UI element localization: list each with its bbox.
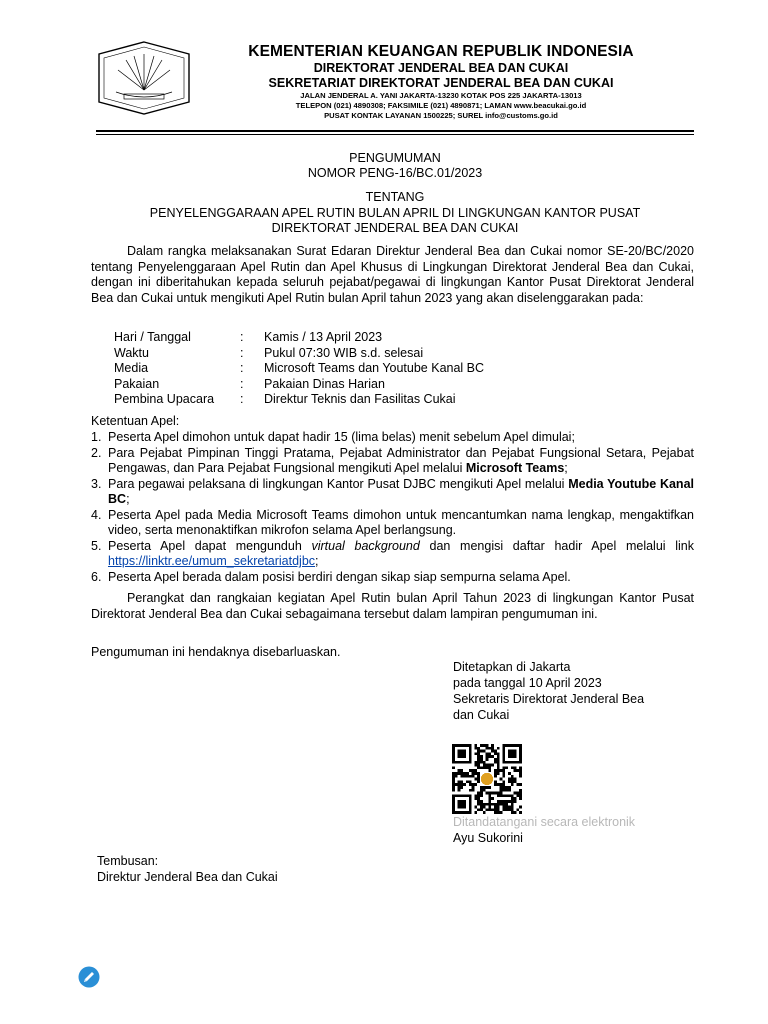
about-label: TENTANG — [365, 190, 425, 204]
ministry-emblem-icon — [96, 40, 192, 116]
list-number: 4. — [91, 507, 102, 522]
detail-colon: : — [240, 330, 244, 344]
detail-row — [114, 377, 484, 393]
list-number: 2. — [91, 445, 102, 460]
list-number: 5. — [91, 538, 102, 553]
qr-code-icon — [452, 744, 522, 814]
list-number: 3. — [91, 476, 102, 491]
list-item — [91, 477, 694, 508]
subject-line-2: DIREKTORAT JENDERAL BEA DAN CUKAI — [271, 221, 519, 235]
rules-list — [91, 430, 694, 585]
detail-colon: : — [240, 361, 244, 375]
ministry-name: KEMENTERIAN KEUANGAN REPUBLIK INDONESIA — [248, 43, 634, 60]
detail-row — [114, 361, 484, 377]
event-details — [114, 330, 484, 408]
electronic-signature-note: Ditandatangani secara elektronik — [453, 815, 636, 829]
contact-line: TELEPON (021) 4890308; FAKSIMILE (021) 4890871; LAMAN www.beacukai.go.id — [295, 101, 587, 110]
list-item — [91, 570, 694, 586]
signature-date: pada tanggal 10 April 2023 — [453, 676, 602, 690]
cc-label: Tembusan: — [97, 854, 159, 868]
list-text: Peserta Apel berada dalam posisi berdiri dengan sikap siap sempurna selama Apel. — [108, 569, 571, 584]
list-text-end: ; — [315, 554, 319, 568]
detail-value: Microsoft Teams dan Youtube Kanal BC — [264, 361, 485, 375]
list-number: 6. — [91, 569, 102, 584]
pen-badge-icon[interactable] — [78, 966, 100, 988]
list-text-mid: dan mengisi daftar hadir Apel melalui link — [419, 538, 694, 553]
list-text: Peserta Apel dimohon untuk dapat hadir 15 (lima belas) menit sebelum Apel dimulai; — [108, 430, 575, 444]
list-text-italic: virtual background — [311, 538, 420, 553]
detail-label: Media — [114, 361, 149, 375]
detail-label: Waktu — [114, 345, 149, 360]
list-text: Para pegawai pelaksana di lingkungan Kantor Pusat DJBC mengikuti Apel melalui — [108, 476, 569, 491]
signatory-name: Ayu Sukorini — [453, 831, 523, 845]
rules-heading: Ketentuan Apel: — [91, 414, 180, 428]
detail-row — [114, 392, 484, 408]
detail-value: Direktur Teknis dan Fasilitas Cukai — [264, 392, 456, 406]
attendance-link[interactable]: https://linktr.ee/umum_sekretariatdjbc — [108, 554, 316, 568]
detail-label: Pakaian — [114, 376, 160, 391]
service-line: PUSAT KONTAK LAYANAN 1500225; SUREL info@customs.go.id — [324, 111, 558, 120]
detail-label: Hari / Tanggal — [114, 330, 191, 344]
list-text-bold: Microsoft Teams — [465, 461, 565, 475]
subject-line-1: PENYELENGGARAAN APEL RUTIN BULAN APRIL DI LINGKUNGAN KANTOR PUSAT — [149, 206, 641, 220]
list-text: Peserta Apel dapat mengunduh — [108, 538, 312, 553]
signature-place: Ditetapkan di Jakarta — [453, 660, 571, 674]
detail-row — [114, 346, 484, 362]
list-text-container — [108, 477, 694, 508]
signature-position-1: Sekretaris Direktorat Jenderal Bea — [453, 692, 645, 706]
directorate-name: DIREKTORAT JENDERAL BEA DAN CUKAI — [313, 61, 569, 75]
list-text-container — [108, 539, 694, 570]
detail-value: Kamis / 13 April 2023 — [264, 330, 383, 344]
list-item — [91, 539, 694, 570]
intro-paragraph: Dalam rangka melaksanakan Surat Edaran Direktur Jenderal Bea dan Cukai nomor SE-20/BC/2020 tentang Penyelenggaraan Apel Rutin dan Apel Khusus di Lingkungan Direktorat Jenderal Bea dan Cukai, dengan ini diberitahukan kepada seluruh pejabat/pegawai di lingkungan Kantor Pusat Direktorat Jenderal Bea dan Cukai untuk mengikuti Apel Rutin bulan April tahun 2023 yang akan diselenggarakan pada: — [91, 244, 694, 305]
detail-row — [114, 330, 484, 346]
cc-recipient: Direktur Jenderal Bea dan Cukai — [97, 870, 278, 884]
list-text: Peserta Apel pada Media Microsoft Teams dimohon untuk mencantumkan nama lengkap, mengaktifkan video, serta menonaktifkan mikrofon selama Apel berlangsung. — [108, 507, 694, 537]
letterhead — [196, 42, 686, 121]
closing-paragraph: Perangkat dan rangkaian kegiatan Apel Rutin bulan April Tahun 2023 di lingkungan Kantor Pusat Direktorat Jenderal Bea dan Cukai sebagaimana tersebut dalam lampiran pengumuman ini. — [91, 591, 694, 621]
list-item — [91, 508, 694, 539]
dissemination-note: Pengumuman ini hendaknya disebarluaskan. — [91, 645, 341, 659]
detail-colon: : — [240, 345, 244, 360]
detail-colon: : — [240, 392, 244, 406]
document-number: NOMOR PENG-16/BC.01/2023 — [307, 166, 483, 180]
secretariat-name: SEKRETARIAT DIREKTORAT JENDERAL BEA DAN CUKAI — [268, 76, 614, 90]
list-text-container — [108, 446, 694, 477]
document-heading: PENGUMUMAN — [349, 151, 441, 165]
list-item — [91, 430, 694, 446]
letterhead-divider-thin — [96, 134, 694, 135]
list-item — [91, 446, 694, 477]
detail-colon: : — [240, 376, 244, 391]
address-line: JALAN JENDERAL A. YANI JAKARTA-13230 KOTAK POS 225 JAKARTA-13013 — [300, 91, 582, 100]
detail-value: Pakaian Dinas Harian — [264, 376, 385, 391]
list-text-end: ; — [564, 461, 568, 475]
carbon-copy — [97, 853, 278, 885]
list-text-end: ; — [126, 492, 130, 506]
list-text: Para Pejabat Pimpinan Tinggi Pratama, Pejabat Administrator dan Pejabat Fungsional Setara, Pejabat Pengawas, dan Para Pejabat Fungsional mengikuti Apel melalui — [108, 445, 694, 475]
detail-value: Pukul 07:30 WIB s.d. selesai — [264, 345, 424, 360]
signature-position-2: dan Cukai — [453, 708, 510, 722]
list-number: 1. — [91, 430, 102, 444]
detail-label: Pembina Upacara — [114, 392, 215, 406]
list-text-bold: Media Youtube Kanal BC — [108, 476, 694, 506]
letterhead-divider — [96, 130, 694, 132]
